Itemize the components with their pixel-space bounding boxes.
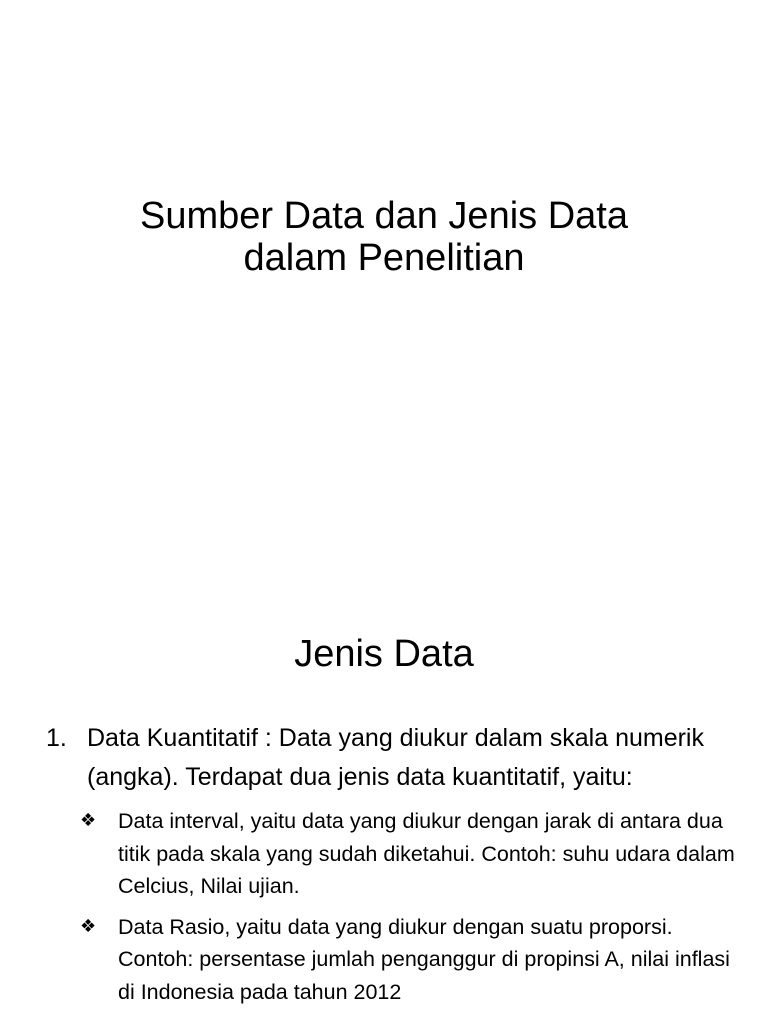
numbered-list <box>46 719 736 1016</box>
bullet-item-text: Data interval, yaitu data yang diukur dengan jarak di antara dua titik pada skala yang sudah diketahui. Contoh: suhu udara dalam Celcius, Nilai ujian. <box>118 809 735 898</box>
bullet-item <box>80 805 736 903</box>
content-slide <box>0 576 768 1024</box>
diamond-bullet-icon: ❖ <box>80 915 97 936</box>
list-item-text: Data Kuantitatif : Data yang diukur dalam skala numerik (angka). Terdapat dua jenis data kuantitatif, yaitu: <box>87 724 704 791</box>
bullet-item-text: Data Rasio, yaitu data yang diukur dengan suatu proporsi. Contoh: persentase jumlah penganggur di propinsi A, nilai inflasi di Indonesia pada tahun 2012 <box>118 914 730 1004</box>
slide-title-line-2: dalam Penelitian <box>243 237 525 279</box>
diamond-bullet-icon: ❖ <box>80 810 97 830</box>
slide-title <box>0 195 768 279</box>
slide-title-line-1: Sumber Data dan Jenis Data <box>140 195 628 237</box>
list-item <box>46 719 736 796</box>
slide-heading: Jenis Data <box>294 633 474 675</box>
list-number: 1. <box>46 724 67 752</box>
bullet-item <box>80 911 736 1009</box>
bullet-list <box>46 805 736 1008</box>
